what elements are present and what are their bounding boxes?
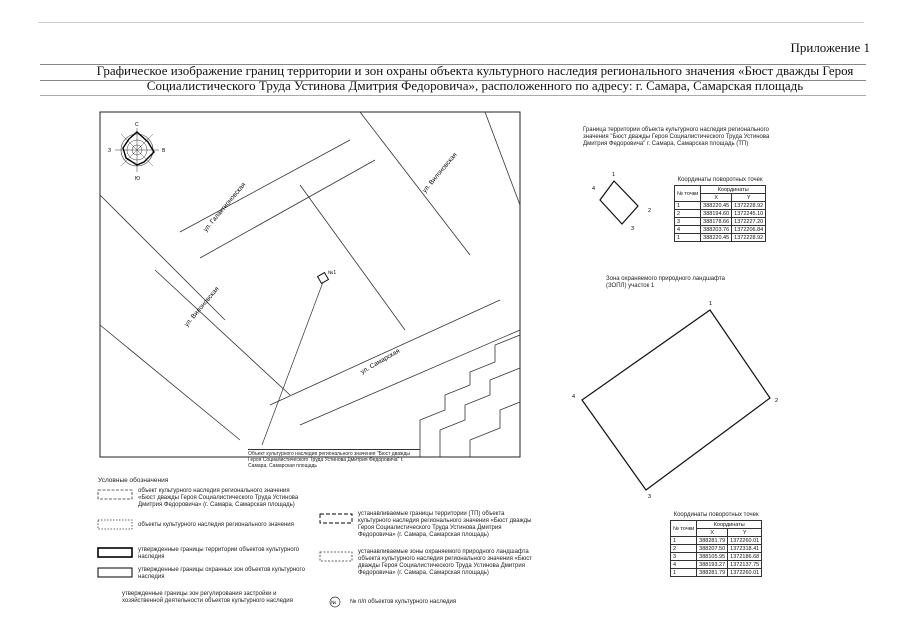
table-row: 1 388220.45 1372228.92: [675, 202, 766, 210]
tp-col-x: X: [701, 194, 732, 202]
street-edge: [100, 325, 240, 440]
table-row: 1 388220.45 1372228.92: [675, 234, 766, 242]
legend-okn-general: объекты культурного наследия регионального значения: [138, 522, 294, 528]
tp-col-coords: Координаты: [701, 186, 766, 194]
zopl-col-y: Y: [728, 529, 762, 537]
street-vilonovskaya-top: ул. Вилоновская: [421, 151, 459, 195]
street-galaktionovskaya: ул. Галактионовская: [202, 181, 248, 234]
zopl-caption: Зона охраняемого природного ландшафта (ЗОПЛ) участок 1: [606, 276, 725, 289]
object-callout-caption: Объект культурного наследия регионального значения "Бюст дважды Героя Социалистического Труда Устинова Дмитрия Федоровича" г. Самара, Самарская площадь: [248, 449, 420, 469]
zopl-col-x: X: [697, 529, 728, 537]
tp-col-num: № точки: [675, 186, 701, 202]
legend-symbol-okn-general: [98, 520, 132, 529]
callout-line: [262, 282, 323, 445]
legend-tp: устанавливаемые границы территории (ТП) объекта культурного наследия регионального значения «Бюст дважды Героя Социалистического Труда Устинова Дмитрия Федоровича» (г. Самара, Самарская площадь): [358, 511, 532, 538]
zopl-polygon-diagram: [572, 301, 778, 500]
legend-okn: объект культурного наследия регионального значения «Бюст дважды Героя Социалистического Труда Устинова Дмитрия Федоровича» (г. Самара, Самарская площадь): [138, 488, 299, 508]
legend-symbol-approved-territory: [98, 548, 132, 557]
legend-symbol-approved-zones: [98, 568, 132, 577]
legend-approved-zones: утвержденные границы охранных зон объектов культурного наследия: [138, 567, 305, 580]
zopl-point-2: 2: [775, 398, 779, 404]
table-row: 4 388203.76 1372206.84: [675, 226, 766, 234]
appendix-label: Приложение 1: [790, 40, 870, 55]
tp-point-4: 4: [592, 186, 596, 192]
zopl-point-4: 4: [572, 394, 576, 400]
street-edge: [270, 300, 500, 405]
legend-numbering: № п/п объектов культурного наследия: [350, 599, 457, 605]
zopl-point-3: 3: [648, 494, 652, 500]
table-row: 2 388207.50 1372318.41: [671, 545, 762, 553]
compass-rose: [108, 122, 166, 182]
table-row: 1 388281.79 1372260.01: [671, 569, 762, 577]
tp-coords-table: [674, 177, 766, 242]
legend-symbol-zopl: [320, 552, 352, 561]
buildings: [420, 335, 520, 457]
zopl-col-coords: Координаты: [697, 521, 762, 529]
table-row: 4 388193.27 1372137.75: [671, 561, 762, 569]
legend-symbol-okn: [98, 490, 132, 499]
street-edge: [485, 112, 520, 205]
object-number: №1: [328, 270, 337, 276]
tp-table-title: Координаты поворотных точек: [677, 177, 763, 183]
legend-symbol-tp: [320, 514, 352, 523]
tp-polygon-diagram: [592, 172, 651, 232]
legend-regulation-zones: утвержденные границы зон регулирования застройки и хозяйственной деятельности объектов культурного наследия: [122, 591, 293, 604]
street-samarskaya: ул. Самарская: [359, 347, 402, 376]
street-vilonovskaya-left: ул. Вилоновская: [183, 285, 221, 329]
zopl-coords-table: [670, 512, 762, 577]
street-edge: [300, 330, 520, 425]
tp-caption: Граница территории объекта культурного наследия регионального значения "Бюст дважды Героя Социалистического Труда Устинова Дмитрия Федоровича" г. Самара, Самарская площадь (ТП): [583, 127, 770, 147]
tp-col-y: Y: [732, 194, 766, 202]
compass-south: Ю: [135, 176, 141, 182]
tp-point-2: 2: [648, 208, 652, 214]
object-marker: [318, 273, 329, 284]
table-row: 2 388194.60 1372245.10: [675, 210, 766, 218]
compass-west: З: [108, 148, 112, 154]
table-row: 3 388178.66 1372227.20: [675, 218, 766, 226]
title-line-1: Графическое изображение границ территории и зон охраны объекта культурного наследия регионального значения «Бюст дважды Героя: [96, 63, 854, 78]
compass-east: В: [162, 148, 166, 154]
legend-numbering-symbol: №: [331, 600, 337, 606]
tp-point-3: 3: [631, 226, 635, 232]
map-frame: [100, 112, 520, 457]
street-edge: [155, 270, 290, 395]
zopl-col-num: № точки: [671, 521, 697, 537]
street-edge: [360, 112, 470, 255]
table-row: 3 388105.95 1372186.68: [671, 553, 762, 561]
tp-point-1: 1: [612, 172, 616, 178]
street-edge: [300, 185, 405, 330]
zopl-table-title: Координаты поворотных точек: [673, 512, 759, 518]
legend-zopl: устанавливаемые зоны охраняемого природного ландшафта объекта культурного наследия регионального значения «Бюст дважды Героя Социалистического Труда Устинова Дмитрия Федоровича» (г. Самара, Самарская площадь): [358, 549, 533, 576]
zopl-point-1: 1: [709, 301, 713, 307]
title-line-2: Социалистического Труда Устинова Дмитрия Федоровича», расположенного по адресу: г. Самара, Самарская площадь: [146, 78, 804, 93]
legend-title: Условные обозначения: [98, 477, 169, 484]
compass-north: С: [135, 122, 139, 128]
table-row: 1 388281.79 1372260.01: [671, 537, 762, 545]
legend-approved-territory: утвержденные границы территории объектов культурного наследия: [138, 547, 300, 560]
